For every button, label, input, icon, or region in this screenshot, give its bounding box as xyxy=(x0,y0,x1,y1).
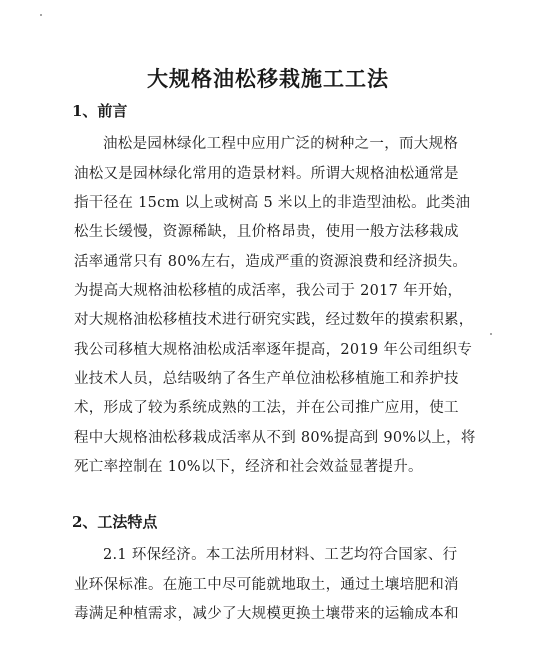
section-heading: 2、工法特点 xyxy=(72,513,158,531)
paragraph-line: 业技术人员，总结吸纳了各生产单位油松移植施工和养护技 xyxy=(74,371,459,387)
paragraph-line: 程中大规格油松移栽成活率从不到 80%提高到 90%以上，将 xyxy=(74,430,476,446)
paragraph-line: 对大规格油松移植技术进行研究实践，经过数年的摸索积累， xyxy=(74,312,474,328)
paragraph-line: 松生长缓慢，资源稀缺，且价格昂贵，使用一般方法移栽成 xyxy=(74,224,459,240)
paragraph-line: 业环保标准。在施工中尽可能就地取土，通过土壤培肥和消 xyxy=(74,577,459,593)
paragraph-line: 术，形成了较为系统成熟的工法，并在公司推广应用，使工 xyxy=(74,400,459,416)
paragraph-line: 我公司移植大规格油松成活率逐年提高，2019 年公司组织专 xyxy=(74,342,473,358)
paragraph-line: 指干径在 15cm 以上或树高 5 米以上的非造型油松。此类油 xyxy=(74,195,471,211)
scan-speck xyxy=(490,333,492,335)
paragraph-line: 死亡率控制在 10%以下，经济和社会效益显著提升。 xyxy=(74,459,423,475)
section-heading: 1、前言 xyxy=(72,102,128,120)
paragraph-line: 油松是园林绿化工程中应用广泛的树种之一，而大规格 xyxy=(103,136,459,152)
paragraph-line: 为提高大规格油松移植的成活率，我公司于 2017 年开始， xyxy=(74,283,463,299)
document-title: 大规格油松移栽施工工法 xyxy=(147,66,389,91)
paragraph-line: 油松又是园林绿化常用的造景材料。所谓大规格油松通常是 xyxy=(74,166,459,182)
paragraph-line: 活率通常只有 80%左右，造成严重的资源浪费和经济损失。 xyxy=(74,254,468,270)
scan-speck xyxy=(40,14,42,16)
paragraph-line: 毒满足种植需求，减少了大规模更换土壤带来的运输成本和 xyxy=(74,606,459,622)
paragraph-line: 2.1 环保经济。本工法所用材料、工艺均符合国家、行 xyxy=(103,547,458,563)
